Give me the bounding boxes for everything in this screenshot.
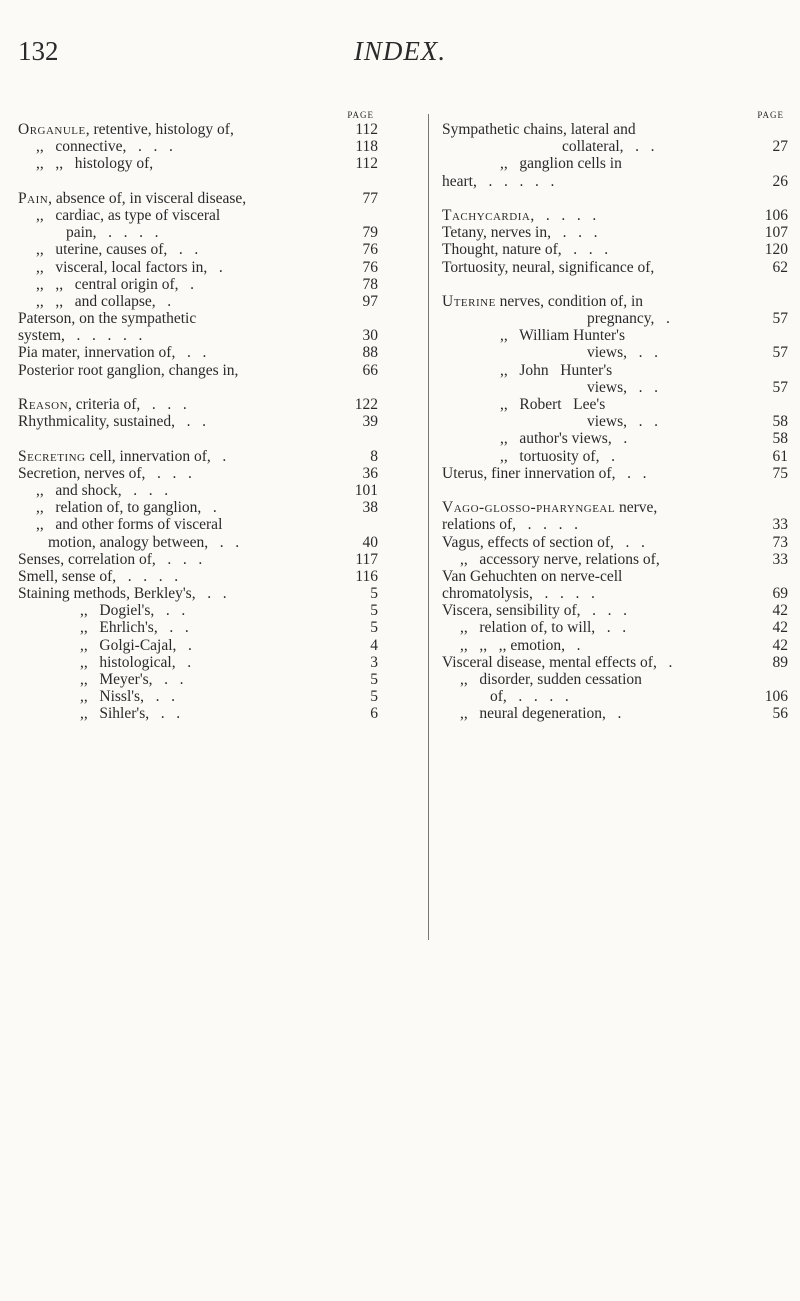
entry-page-number: 4 [370, 636, 378, 654]
entry-heading: Tachycardia [442, 206, 531, 224]
entry-text: Thought, nature of, . . . [442, 241, 609, 259]
entry-text: Rhythmicality, sustained, . . [18, 413, 206, 431]
entry-text: , criteria of, . . . [68, 396, 187, 413]
index-entry [18, 688, 378, 705]
index-entry [18, 534, 378, 551]
page-header [0, 36, 800, 76]
entry-page-number: 106 [764, 688, 788, 706]
index-entry [442, 637, 788, 654]
index-entry [442, 379, 788, 396]
entry-text: ,, ,, and collapse, . [36, 292, 172, 310]
index-entry [442, 551, 788, 568]
entry-page-number: 107 [764, 224, 788, 242]
section-gap [442, 482, 788, 499]
index-entry [18, 259, 378, 276]
section-gap [442, 276, 788, 293]
entry-page-number: 122 [354, 396, 378, 413]
page-number: 132 [18, 36, 59, 66]
index-entry [442, 585, 788, 602]
index-entry [18, 121, 378, 138]
index-entries-right [442, 121, 788, 723]
index-entry [442, 499, 788, 516]
entry-page-number: 40 [362, 533, 378, 551]
index-entry [18, 585, 378, 602]
entry-text: system, . . . . . [18, 327, 143, 345]
index-entry [18, 310, 378, 327]
entry-text: ,, ,, central origin of, . [36, 275, 194, 293]
entry-text: Viscera, sensibility of, . . . [442, 602, 628, 620]
entry-page-number: 73 [772, 533, 788, 551]
index-entry [18, 637, 378, 654]
entry-text: Paterson, on the sympathetic [18, 310, 197, 328]
index-entry [18, 551, 378, 568]
entry-page-number: 76 [362, 241, 378, 259]
index-entry [18, 465, 378, 482]
entry-page-number: 120 [764, 241, 788, 259]
entry-text: Staining methods, Berkley's, . . [18, 585, 227, 603]
entry-page-number: 58 [772, 430, 788, 448]
index-entry [18, 619, 378, 636]
index-entry [18, 138, 378, 155]
entry-text: views, . . [587, 378, 659, 396]
section-gap [442, 190, 788, 207]
entry-text: ,, cardiac, as type of visceral [36, 206, 221, 224]
entry-heading: Organule [18, 121, 86, 138]
entry-text: Sympathetic chains, lateral and [442, 121, 636, 138]
entry-page-number: 77 [362, 189, 378, 207]
index-entry [442, 362, 788, 379]
entry-text: ,, Ehrlich's, . . [80, 619, 189, 637]
index-entry [18, 293, 378, 310]
entry-text: ,, ganglion cells in [500, 155, 622, 173]
entry-text: ,, ,, histology of, [36, 155, 154, 173]
entry-page-number: 5 [370, 585, 378, 603]
entry-text: ,, disorder, sudden cessation [460, 671, 642, 688]
index-column-right [442, 110, 788, 723]
index-entry [442, 619, 788, 636]
index-entry [18, 190, 378, 207]
entry-page-number: 33 [772, 516, 788, 534]
index-entry [442, 413, 788, 430]
entry-text: ,, Nissl's, . . [80, 688, 175, 706]
index-entry [442, 138, 788, 155]
entry-heading: Vago-glosso-pharyngeal [442, 499, 616, 517]
entry-page-number: 97 [362, 292, 378, 310]
entry-page-number: 106 [764, 206, 788, 224]
entry-page-number: 88 [362, 344, 378, 362]
entry-page-number: 6 [370, 705, 378, 723]
entry-page-number: 3 [370, 653, 378, 671]
entry-page-number: 27 [772, 138, 788, 156]
entry-text: ,, Golgi-Cajal, . [80, 636, 192, 654]
index-entry [18, 155, 378, 172]
entry-text: ,, relation of, to ganglion, . [36, 499, 217, 517]
entry-text: of, . . . . [490, 688, 569, 706]
index-entry [18, 499, 378, 516]
index-column-left [18, 110, 378, 723]
section-gap [18, 173, 378, 190]
entry-text: Pia mater, innervation of, . . [18, 344, 207, 362]
entry-page-number: 57 [772, 344, 788, 362]
entry-page-number: 5 [370, 688, 378, 706]
section-gap [18, 379, 378, 396]
entry-text: Van Gehuchten on nerve-cell [442, 567, 623, 585]
index-entry [18, 705, 378, 722]
entry-text: views, . . [587, 413, 659, 431]
entry-text: collateral, . . [562, 138, 655, 156]
entry-page-number: 33 [772, 550, 788, 568]
entry-text: Tortuosity, neural, significance of, [442, 258, 655, 276]
entry-text: ,, uterine, causes of, . . [36, 241, 199, 259]
entry-text: ,, neural degeneration, . [460, 705, 622, 723]
index-entry [18, 413, 378, 430]
entry-heading: Uterine [442, 292, 496, 310]
index-entry [442, 121, 788, 138]
index-entry [442, 327, 788, 344]
index-entry [18, 482, 378, 499]
entry-page-number: 42 [772, 602, 788, 620]
index-entry [442, 671, 788, 688]
index-entry [442, 448, 788, 465]
entry-page-number: 36 [362, 464, 378, 482]
entry-text: Senses, correlation of, . . . [18, 550, 203, 568]
entry-text: ,, and shock, . . . [36, 481, 169, 499]
entry-text: ,, visceral, local factors in, . [36, 258, 223, 276]
index-entry [18, 224, 378, 241]
entry-text: Vagus, effects of section of, . . [442, 533, 645, 551]
index-entry [442, 241, 788, 258]
entry-page-number: 117 [355, 550, 378, 568]
entry-page-number: 38 [362, 499, 378, 517]
entry-text: Posterior root ganglion, changes in, [18, 361, 239, 379]
entry-text: ,, William Hunter's [500, 327, 626, 345]
entry-text: Tetany, nerves in, . . . [442, 224, 598, 242]
entry-page-number: 42 [772, 619, 788, 637]
entry-text: ,, Dogiel's, . . [80, 602, 186, 620]
entry-page-number: 8 [370, 447, 378, 465]
entry-text: nerve, [615, 499, 658, 517]
entry-text: cell, innervation of, . [85, 447, 227, 465]
entry-text: ,, relation of, to will, . . [460, 619, 627, 637]
entry-page-number: 57 [772, 310, 788, 328]
index-entry [18, 362, 378, 379]
entry-page-number: 26 [772, 172, 788, 190]
entry-text: chromatolysis, . . . . [442, 585, 595, 603]
entry-text: Uterus, finer innervation of, . . [442, 464, 647, 482]
column-divider [428, 114, 429, 940]
entry-text: ,, Robert Lee's [500, 396, 606, 413]
entry-heading: Pain [18, 189, 49, 207]
index-entry [18, 568, 378, 585]
entry-page-number: 116 [355, 567, 378, 585]
entry-page-number: 89 [772, 653, 788, 671]
entry-text: ,, tortuosity of, . [500, 447, 615, 465]
entry-page-number: 57 [772, 378, 788, 396]
entry-page-number: 58 [772, 413, 788, 431]
entry-text: ,, Meyer's, . . [80, 671, 184, 688]
entry-text: ,, and other forms of visceral [36, 516, 223, 534]
entry-page-number: 5 [370, 619, 378, 637]
index-entry [442, 430, 788, 447]
page-column-label: PAGE [347, 110, 374, 120]
index-entry [18, 396, 378, 413]
index-entry [442, 534, 788, 551]
index-entry [18, 276, 378, 293]
index-entry [442, 293, 788, 310]
entry-page-number: 30 [362, 327, 378, 345]
index-entry [18, 241, 378, 258]
entry-text: ,, connective, . . . [36, 138, 173, 156]
entry-text: ,, accessory nerve, relations of, [460, 550, 660, 568]
index-entry [18, 448, 378, 465]
entry-page-number: 69 [772, 585, 788, 603]
index-entry [18, 654, 378, 671]
entry-text: ,, ,, ,, emotion, . [460, 636, 581, 654]
entry-text: relations of, . . . . [442, 516, 579, 534]
entry-text: pregnancy, . [587, 310, 670, 328]
index-entry [442, 654, 788, 671]
index-entry [442, 207, 788, 224]
entry-text: ,, Sihler's, . . [80, 705, 181, 723]
entry-page-number: 75 [772, 464, 788, 482]
entry-text: Visceral disease, mental effects of, . [442, 653, 673, 671]
entry-text: ,, author's views, . [500, 430, 628, 448]
entry-text: motion, analogy between, . . [48, 533, 240, 551]
index-entry [442, 173, 788, 190]
entry-heading: Secreting [18, 447, 86, 465]
entry-page-number: 79 [362, 224, 378, 242]
entry-text: pain, . . . . [66, 224, 159, 242]
entry-page-number: 61 [772, 447, 788, 465]
index-entry [442, 396, 788, 413]
entry-text: , . . . . [530, 206, 597, 224]
entry-text: , retentive, histology of, [85, 121, 234, 138]
index-entry [442, 602, 788, 619]
entry-heading: Reason [18, 396, 69, 413]
entry-page-number: 76 [362, 258, 378, 276]
running-title: INDEX. [353, 36, 447, 66]
entry-page-number: 56 [772, 705, 788, 723]
entry-text: Smell, sense of, . . . . [18, 567, 179, 585]
index-entry [442, 705, 788, 722]
entry-text: nerves, condition of, in [495, 292, 644, 310]
entry-page-number: 5 [370, 671, 378, 688]
entry-text: heart, . . . . . [442, 172, 555, 190]
entry-page-number: 118 [355, 138, 378, 156]
index-entry [442, 259, 788, 276]
entry-page-number: 62 [772, 258, 788, 276]
entry-page-number: 42 [772, 636, 788, 654]
index-entry [442, 568, 788, 585]
index-entry [442, 688, 788, 705]
index-entry [442, 224, 788, 241]
entry-text: Secretion, nerves of, . . . [18, 464, 192, 482]
index-entry [442, 465, 788, 482]
index-entries-left [18, 121, 378, 723]
entry-text: views, . . [587, 344, 659, 362]
page-column-label: PAGE [757, 110, 784, 120]
entry-text: ,, histological, . [80, 653, 192, 671]
index-entry [442, 310, 788, 327]
index-entry [18, 207, 378, 224]
entry-page-number: 112 [355, 155, 378, 173]
entry-page-number: 39 [362, 413, 378, 431]
index-entry [442, 344, 788, 361]
section-gap [18, 430, 378, 447]
entry-text: , absence of, in visceral disease, [48, 189, 247, 207]
index-entry [442, 155, 788, 172]
index-entry [18, 344, 378, 361]
entry-text: ,, John Hunter's [500, 361, 613, 379]
index-entry [18, 327, 378, 344]
index-entry [18, 516, 378, 533]
entry-page-number: 5 [370, 602, 378, 620]
index-entry [442, 516, 788, 533]
entry-page-number: 101 [354, 481, 378, 499]
index-entry [18, 602, 378, 619]
entry-page-number: 112 [355, 121, 378, 138]
entry-page-number: 78 [362, 275, 378, 293]
entry-page-number: 66 [362, 361, 378, 379]
index-entry [18, 671, 378, 688]
